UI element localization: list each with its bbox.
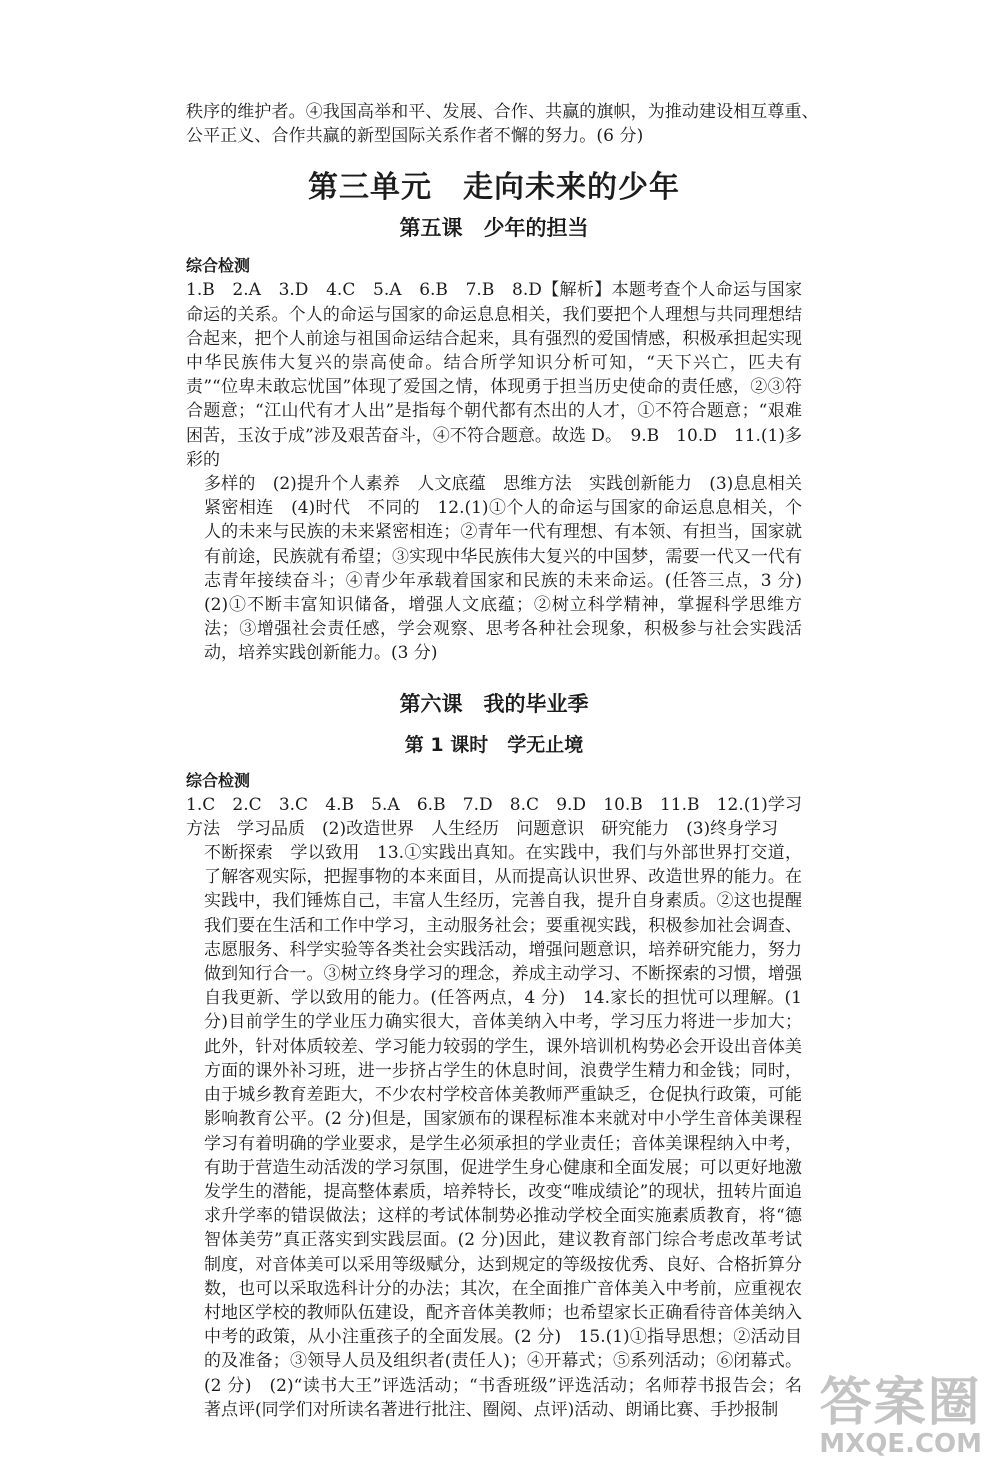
document-page [186, 100, 819, 1422]
lesson-6-subtitle: 第 1 课时 学无止境 [404, 733, 584, 756]
intro-line: 秩序的维护者。④我国高举和平、发展、合作、共赢的旗帜，为推动建设相互尊重、 [186, 102, 819, 122]
lesson-5-title: 第五课 少年的担当 [399, 216, 589, 241]
section-label: 综合检测 [186, 256, 251, 276]
watermark-logo: 答案圈 [819, 1373, 982, 1433]
section-label: 综合检测 [186, 770, 251, 790]
answer-paragraph: 不断探索 学以致用 13.①实践出真知。在实践中，我们与外部世界打交道，了解客观实际，把握事物的本来面目，从而提高认识世界、改造世界的能力。在实践中，我们锤炼自己，丰富人生经历，完善自我，提升自身素质。②这也提醒我们要在生活和工作中学习，主动服务社会；要重视实践，积极参加社会调查、志愿服务、科学实验等各类社会实践活动，增强问题意识，培养研究能力，努力做到知行合一。③树立终身学习的理念，养成主动学习、不断探索的习惯，增强自我更新、学以致用的能力。(任答两点，4 分) 14.家长的担忧可以理解。(1 分)目前学生的学业压力确实很大，音体美纳入中考，学习压力将进一步加大；此外，针对体质较差、学习能力较弱的学生，课外培训机构势必会开设出音体美方面的课外补习班，进一步挤占学生的休息时间，浪费学生精力和金钱；同时，由于城乡教育差距大，不少农村学校音体美教师严重缺乏，仓促执行政策，可能影响教育公平。(2 分)但是，国家颁布的课程标准本来就对中小学生音体美课程学习有着明确的学业要求，是学生必须承担的学业责任；音体美课程纳入中考，有助于营造生动活泼的学习氛围，促进学生身心健康和全面发展；可以更好地激发学生的潜能，提高整体素质，培养特长，改变“唯成绩论”的现状，扭转片面追求升学率的错误做法；这样的考试体制势必推动学校全面实施素质教育，将“德智体美劳”真正落实到实践层面。(2 分)因此，建议教育部门综合考虑改革考试制度，对音体美可以采用等级赋分，达到规定的等级按优秀、良好、合格折算分数，也可以采取选科计分的办法；其次，在全面推广音体美入中考前，应重视农村地区学校的教师队伍建设，配齐音体美教师；也希望家长正确看待音体美纳入中考的政策，从小注重孩子的全面发展。(2 分) 15.(1)①指导思想；②活动目的及准备；③领导人员及组织者(责任人)；④开幕式；⑤系列活动；⑥闭幕式。(2 分) (2)“读书大王”评选活动；“书香班级”评选活动；名师荐书报告会；名著点评(同学们对所读名著进行批注、圈阅、点评)活动、朗诵比赛、手抄报制 [204, 843, 802, 1420]
answer-paragraph: 1.B 2.A 3.D 4.C 5.A 6.B 7.B 8.D【解析】本题考查个人命运与国家命运的关系。个人的命运与国家的命运息息相关，我们要把个人理想与共同理想结合起来，把个人前途与祖国命运结合起来，具有强烈的爱国情感，积极承担起实现中华民族伟大复兴的崇高使命。结合所学知识分析可知，“天下兴亡，匹夫有责”“位卑未敢忘忧国”体现了爱国之情，体现勇于担当历史使命的责任感，②③符合题意；“江山代有才人出”是指每个朝代都有杰出的人才，①不符合题意；“艰难困苦，玉汝于成”涉及艰苦奋斗，④不符合题意。故选 D。 9.B 10.D 11.(1)多彩的 [186, 280, 802, 470]
watermark [819, 1360, 982, 1459]
answer-paragraph: 1.C 2.C 3.C 4.B 5.A 6.B 7.D 8.C 9.D 10.B 11.B 12.(1)学习方法 学习品质 (2)改造世界 人生经历 问题意识 研究能力 (3)终身学习 [186, 794, 802, 839]
intro-block [186, 100, 819, 148]
answer-paragraph: 多样的 (2)提升个人素养 人文底蕴 思维方法 实践创新能力 (3)息息相关 紧密相连 (4)时代 不同的 12.(1)①个人的命运与国家的命运息息相关，个人的未来与民族的未来紧密相连；②青年一代有理想、有本领、有担当，国家就有前途，民族就有希望；③实现中华民族伟大复兴的中国梦，需要一代又一代有志青年接续奋斗；④青少年承载着国家和民族的未来命运。(任答三点，3 分) (2)①不断丰富知识储备，增强人文底蕴；②树立科学精神，掌握科学思维方法；③增强社会责任感，学会观察、思考各种社会现象，积极参与社会实践活动，培养实践创新能力。(3 分) [204, 474, 819, 664]
intro-line: 公平正义、合作共赢的新型国际关系作者不懈的努力。(6 分) [186, 126, 644, 147]
unit-title: 第三单元 走向未来的少年 [308, 170, 680, 206]
lesson-6-title: 第六课 我的毕业季 [399, 691, 589, 716]
watermark-url: MXQE.COM [819, 1429, 982, 1459]
